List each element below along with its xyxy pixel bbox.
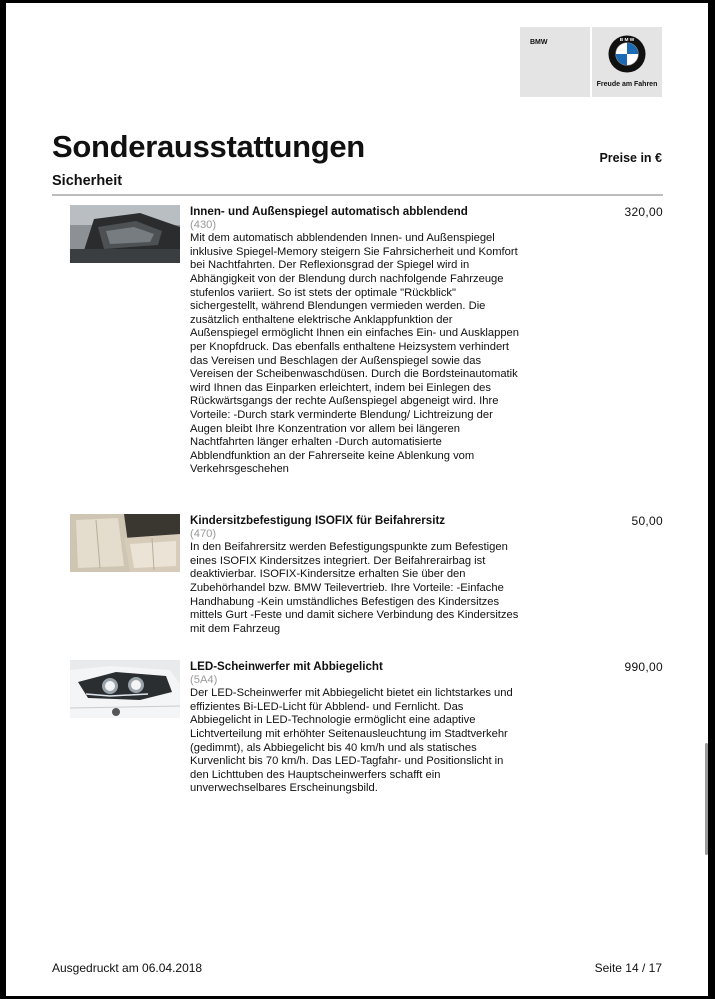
scrollbar-thumb[interactable]: [705, 743, 708, 855]
headlight-photo: [70, 660, 180, 718]
option-title: Innen- und Außenspiegel automatisch abblendend: [190, 205, 468, 218]
option-code: (430): [190, 218, 217, 231]
section-heading: Sicherheit: [52, 173, 123, 189]
option-price: 50,00: [631, 514, 663, 528]
option-title: Kindersitzbefestigung ISOFIX für Beifahrersitz: [190, 514, 446, 527]
page-title: Sonderausstattungen: [52, 129, 365, 164]
prices-label: Preise in €: [599, 151, 662, 165]
option-code: (5A4): [190, 673, 218, 686]
page-number: Seite 14 / 17: [594, 961, 662, 975]
seat-photo: [70, 514, 180, 572]
option-description: In den Beifahrersitz werden Befestigungspunkte zum Befestigen eines ISOFIX Kindersitzes integriert. Der Beifahrerairbag ist deaktivierbar. ISOFIX-Kindersitze erhalten Sie über den Zubehörhandel bzw. BMW Teilevertrieb. Ihre Vorteile: -Einfache Handhabung -Kein umständliches Befestigen des Kindersitzes mittels Gurt -Feste und damit sichere Verbindung des Kindersitzes mit dem Fahrzeug: [190, 541, 519, 635]
roundel-letters: B M W: [619, 38, 635, 44]
bmw-logo-tile: [592, 27, 662, 97]
option-price: 320,00: [624, 205, 663, 219]
header-logo-box: [520, 27, 662, 97]
option-text: [190, 660, 520, 796]
option-text: [190, 205, 520, 477]
option-description: Mit dem automatisch abblendenden Innen- und Außenspiegel inklusive Spiegel-Memory steigern Sie Fahrsicherheit und Komfort bei Nachtfahrten. Der Reflexionsgrad der Spiegel wird in Abhängigkeit von der Blendung durch nachfolgende Fahrzeuge stufenlos variiert. So ist stets der optimale "Rückblick" sichergestellt, während Blendungen vermieden werden. Die zusätzlich enthaltene elektrische Anklappfunktion der Außenspiegel ermöglicht Ihnen ein einfaches Ein- und Ausklappen per Knopfdruck. Das ebenfalls enthaltene Heizsystem verhindert das Vereisen und Beschlagen der Außenspiegel sowie das Vereisen der Scheibenwaschdüsen. Durch die Bordsteinautomatik wird Ihnen das Einparken erleichtert, indem bei Einlegen des Rückwärtsgangs der rechte Außenspiegel abgeneigt wird. Ihre Vorteile: -Durch stark verminderte Blendung/ Lichtreizung der Augen bleibt Ihre Konzentration vor allem bei längeren Nachtfahrten länger erhalten -Durch automatisierte Abblendfunktion an der Fahrerseite keine Ablenkung vom Verkehrsgeschehen: [190, 232, 520, 476]
bmw-roundel-icon: [608, 35, 646, 73]
option-price: 990,00: [624, 660, 663, 674]
document-page: [6, 3, 708, 996]
brand-claim: Freude am Fahren: [596, 81, 658, 88]
brand-name: BMW: [530, 39, 548, 46]
brand-tile: [520, 27, 590, 97]
print-date: Ausgedruckt am 06.04.2018: [52, 961, 203, 975]
option-code: (470): [190, 527, 217, 540]
section-divider: [52, 194, 663, 196]
option-description: Der LED-Scheinwerfer mit Abbiegelicht bietet ein lichtstarkes und effizientes Bi-LED-Licht für Abblend- und Fernlicht. Das Abbiegelicht in LED-Technologie ermöglicht eine adaptive Lichtverteilung mit erhöhter Seitenausleuchtung im Stadtverkehr (gedimmt), als Abbiegelicht bis 40 km/h und als statisches Kurvenlicht bis 70 km/h. Das LED-Tagfahr- und Positionslicht in den Lichttuben des Hauptscheinwerfers schafft ein unverwechselbares Erscheinungsbild.: [190, 687, 513, 795]
option-title: LED-Scheinwerfer mit Abbiegelicht: [190, 660, 383, 673]
option-text: [190, 514, 520, 636]
mirror-photo: [70, 205, 180, 263]
